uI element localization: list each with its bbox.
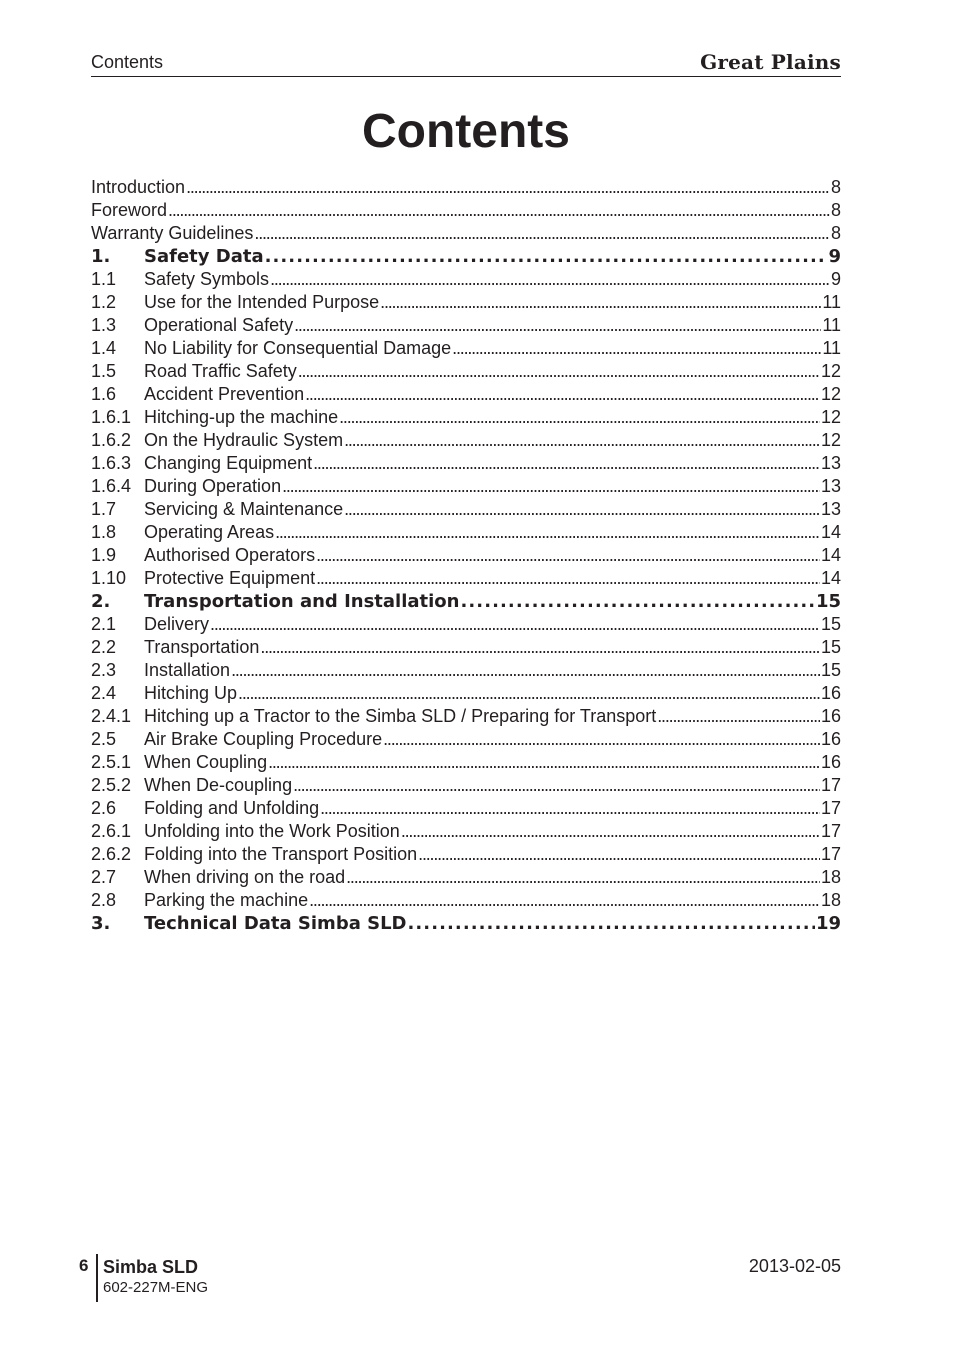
toc-entry-title: Folding into the Transport Position [144,844,418,864]
toc-entry-page: 17 [820,821,841,841]
toc-entry[interactable] [91,912,841,935]
toc-entry-number: 1.6.2 [91,430,132,450]
toc-entry[interactable] [91,567,841,590]
toc-dot-leader [268,751,820,774]
toc-entry[interactable] [91,452,841,475]
toc-entry[interactable] [91,866,841,889]
toc-entry-number: 2.1 [91,614,117,634]
toc-entry[interactable] [91,199,841,222]
toc-entry-page: 11 [822,338,841,358]
toc-entry[interactable] [91,613,841,636]
toc-entry[interactable] [91,843,841,866]
toc-entry-number: 1.6.3 [91,453,132,473]
toc-entry-number: 1. [91,246,111,267]
toc-entry-number: 3. [91,913,111,934]
toc-entry-page: 15 [820,660,841,680]
toc-entry-number: 2.7 [91,867,117,887]
toc-entry-page: 9 [830,269,841,289]
toc-entry-title: Transportation [144,637,260,657]
toc-entry-number: 1.6 [91,384,117,404]
toc-dot-leader [293,774,820,797]
toc-dot-leader [380,291,821,314]
toc-entry[interactable] [91,751,841,774]
page-header [91,50,841,77]
toc-dot-leader [344,498,820,521]
toc-entry[interactable] [91,590,841,613]
toc-entry-page: 18 [820,890,841,910]
toc-entry-title: Hitching-up the machine [144,407,339,427]
toc-entry-title: When De-coupling [144,775,293,795]
toc-entry-page: 17 [820,798,841,818]
toc-entry-title: No Liability for Consequential Damage [144,338,452,358]
toc-entry-title: Hitching up a Tractor to the Simba SLD / Preparing for Transport [144,706,657,726]
toc-entry-number: 2.5.2 [91,775,132,795]
toc-dot-leader [401,820,820,843]
brand-logo: Great Plains [700,50,841,74]
toc-entry[interactable] [91,268,841,291]
toc-entry-page: 13 [820,476,841,496]
toc-entry-title: Folding and Unfolding [144,798,320,818]
toc-entry[interactable] [91,429,841,452]
toc-entry[interactable] [91,245,841,268]
toc-entry-title: Operational Safety [144,315,294,335]
toc-entry-number: 2.4 [91,683,117,703]
toc-dot-leader [418,843,820,866]
toc-entry-page: 16 [820,706,841,726]
toc-entry-page: 8 [830,223,841,243]
toc-entry[interactable] [91,498,841,521]
toc-entry-page: 17 [820,844,841,864]
toc-entry-title: Servicing & Maintenance [144,499,344,519]
toc-entry-number: 1.2 [91,292,117,312]
toc-entry-title: When Coupling [144,752,268,772]
toc-dot-leader [210,613,820,636]
toc-dot-leader [270,268,830,291]
table-of-contents [91,176,841,935]
footer-divider [96,1254,98,1302]
toc-entry-page: 16 [820,729,841,749]
toc-entry[interactable] [91,774,841,797]
toc-entry-number: 1.6.4 [91,476,132,496]
header-section-label: Contents [91,52,164,72]
toc-entry-number: 2.3 [91,660,117,680]
toc-entry-number: 2.4.1 [91,706,132,726]
toc-dot-leader [383,728,820,751]
toc-dot-leader [294,314,821,337]
toc-dot-leader [316,544,820,567]
toc-entry-page: 12 [820,430,841,450]
toc-entry[interactable] [91,889,841,912]
toc-dot-leader [265,245,828,268]
toc-dot-leader [305,383,820,406]
toc-dot-leader [254,222,830,245]
toc-entry-page: 12 [820,361,841,381]
toc-entry-title: Use for the Intended Purpose [144,292,380,312]
toc-dot-leader [275,521,820,544]
toc-dot-leader [298,360,820,383]
toc-entry-page: 15 [820,614,841,634]
toc-entry-title: Technical Data Simba SLD [144,913,407,934]
toc-entry-number: 2.5.1 [91,752,132,772]
toc-entry-page: 15 [815,591,841,612]
toc-entry-number: 2.6.2 [91,844,132,864]
toc-entry-page: 17 [820,775,841,795]
toc-entry-number: 1.5 [91,361,117,381]
toc-entry-title: Delivery [144,614,210,634]
toc-entry[interactable] [91,705,841,728]
toc-dot-leader [320,797,820,820]
toc-entry-title: Unfolding into the Work Position [144,821,400,841]
toc-entry-number: 2.6 [91,798,117,818]
toc-entry-number: 2. [91,591,111,612]
toc-entry-number: 1.10 [91,568,127,588]
toc-entry-title: During Operation [144,476,282,496]
toc-entry[interactable] [91,728,841,751]
toc-dot-leader [309,889,820,912]
toc-entry-page: 12 [820,384,841,404]
toc-dot-leader [238,682,820,705]
toc-entry[interactable] [91,291,841,314]
toc-entry-page: 11 [822,292,841,312]
toc-dot-leader [657,705,820,728]
footer-page-number: 6 [79,1256,89,1275]
toc-entry[interactable] [91,659,841,682]
toc-dot-leader [231,659,820,682]
footer-date: 2013-02-05 [748,1256,841,1276]
toc-entry-page: 18 [820,867,841,887]
toc-entry-page: 14 [820,522,841,542]
toc-entry-title: Air Brake Coupling Procedure [144,729,383,749]
toc-entry-number: 1.3 [91,315,117,335]
toc-dot-leader [282,475,820,498]
footer-document-number: 602-227M-ENG [103,1279,209,1296]
toc-entry-page: 15 [820,637,841,657]
toc-entry[interactable] [91,406,841,429]
toc-entry-title: Changing Equipment [144,453,313,473]
toc-dot-leader [460,590,814,613]
toc-entry-number: 2.2 [91,637,117,657]
toc-entry-page: 12 [820,407,841,427]
toc-entry-title: Hitching Up [144,683,238,703]
toc-entry-number: 1.8 [91,522,117,542]
toc-entry-page: 8 [830,200,841,220]
toc-entry-title: Transportation and Installation [144,591,460,612]
toc-entry-page: 16 [820,683,841,703]
toc-dot-leader [260,636,820,659]
toc-entry[interactable] [91,314,841,337]
toc-entry-page: 13 [820,499,841,519]
toc-dot-leader [168,199,830,222]
toc-entry-page: 11 [822,315,841,335]
toc-entry-title: Safety Data [144,246,264,267]
toc-entry-number: 1.1 [91,269,117,289]
toc-entry[interactable] [91,176,841,199]
toc-entry-number: 2.8 [91,890,117,910]
toc-entry[interactable] [91,544,841,567]
toc-entry[interactable] [91,636,841,659]
toc-dot-leader [313,452,820,475]
toc-entry-title: Introduction [91,177,186,197]
toc-dot-leader [346,866,820,889]
toc-entry[interactable] [91,383,841,406]
toc-entry-page: 14 [820,545,841,565]
toc-entry-title: Installation [144,660,231,680]
toc-entry-number: 1.4 [91,338,117,358]
toc-entry[interactable] [91,337,841,360]
toc-dot-leader [186,176,830,199]
toc-entry-title: Protective Equipment [144,568,316,588]
toc-entry[interactable] [91,682,841,705]
toc-entry[interactable] [91,222,841,245]
toc-dot-leader [344,429,820,452]
toc-entry-page: 13 [820,453,841,473]
toc-entry-page: 8 [830,177,841,197]
toc-entry-title: Road Traffic Safety [144,361,297,381]
toc-entry-title: Operating Areas [144,522,275,542]
toc-dot-leader [408,912,815,935]
toc-entry-number: 1.6.1 [91,407,132,427]
toc-entry-title: Authorised Operators [144,545,316,565]
toc-entry-page: 19 [815,913,841,934]
toc-entry[interactable] [91,521,841,544]
toc-entry-title: Parking the machine [144,890,309,910]
toc-dot-leader [339,406,820,429]
toc-entry[interactable] [91,475,841,498]
footer-product-name: Simba SLD [103,1257,199,1277]
toc-entry-title: Accident Prevention [144,384,305,404]
toc-entry-title: Foreword [91,200,168,220]
toc-entry-page: 14 [820,568,841,588]
toc-entry-number: 2.5 [91,729,117,749]
toc-entry-number: 1.7 [91,499,117,519]
toc-entry-title: On the Hydraulic System [144,430,344,450]
toc-dot-leader [452,337,821,360]
toc-entry[interactable] [91,360,841,383]
toc-entry-title: Warranty Guidelines [91,223,254,243]
toc-entry-number: 1.9 [91,545,117,565]
page-title: Contents [362,105,570,158]
toc-entry[interactable] [91,797,841,820]
toc-entry-number: 2.6.1 [91,821,132,841]
toc-entry-title: Safety Symbols [144,269,270,289]
toc-dot-leader [316,567,820,590]
toc-entry-page: 16 [820,752,841,772]
toc-entry-title: When driving on the road [144,867,346,887]
toc-entry[interactable] [91,820,841,843]
toc-entry-page: 9 [828,246,841,267]
